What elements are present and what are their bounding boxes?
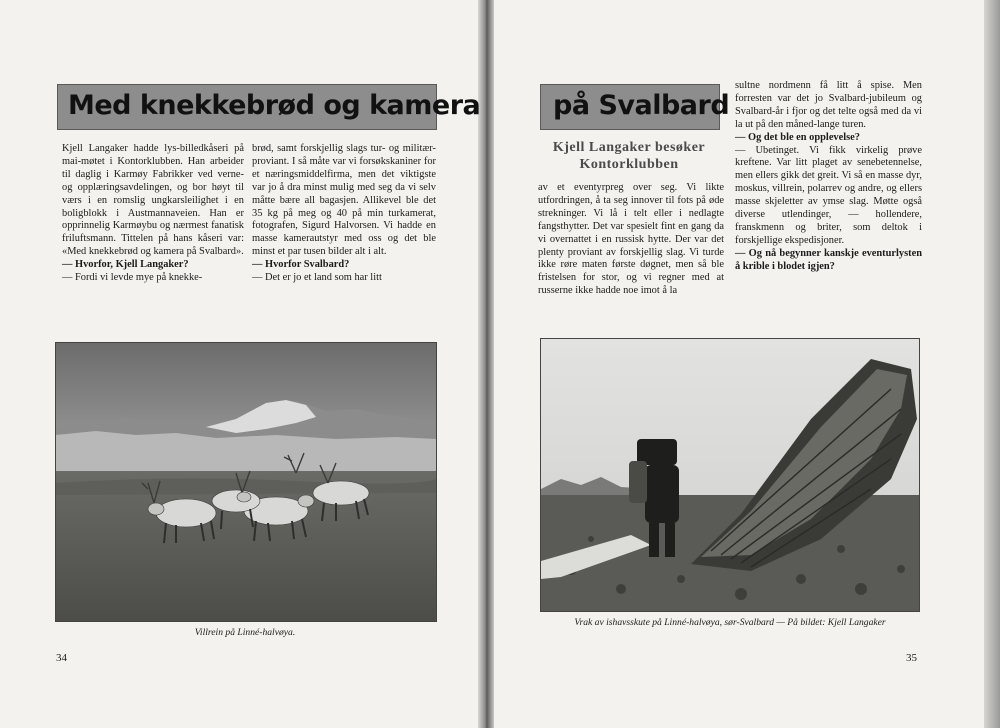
- right-page-number: 35: [906, 652, 917, 664]
- subtitle-line-2: Kontorklubben: [579, 157, 679, 172]
- page-edge: [984, 0, 1000, 728]
- subtitle-line-1: Kjell Langaker besøker: [552, 140, 706, 155]
- right-col2-text: sultne nordmenn få litt å spise. Men forresten var det jo Svalbard-jubileum og Svalbard-år i fjor og det telte også med da vi la ut på den måned-lange turen.: [735, 80, 922, 130]
- left-photo-caption: Villrein på Linné-halvøya.: [194, 627, 296, 638]
- shipwreck-photo-image: [541, 339, 919, 611]
- left-col2-text: brød, samt forskjellig slags tur- og militær-proviant. I så måte var vi forsøkskaniner for et næringsmiddelfirma, men det viktigste var jo å dra minst mulig med seg da vi selv måtte bære all bagasjen. Allikevel ble det 35 kg på meg og 40 på min turkamerat, fotografen, Sigurd Halvorsen. Vi hadde en masse kamerautstyr med oss og det ble minst et par tusen bilder alt i alt.: [252, 143, 436, 258]
- left-col2-question: — Hvorfor Svalbard?: [252, 259, 350, 271]
- right-photo-caption: Vrak av ishavsskute på Linné-halvøya, sør-Svalbard — På bildet: Kjell Langaker: [574, 617, 886, 628]
- left-col1-answer: — Fordi vi levde mye på knekke-: [62, 272, 203, 284]
- reindeer-photo: [55, 342, 437, 622]
- right-col2-answer-1: — Ubetinget. Vi fikk virkelig prøve kreftene. Var litt plaget av senebetennelse, men ellers gikk det greit. Vi så en masse dyr, moskus, villrein, polarrev og andre, og ellers masse skjeletter av ymse slag. Møtte også diverse utlendinger, — hollendere, franskmenn og briter, som deltok i forskjellige ekspedisjoner.: [735, 144, 922, 246]
- title-banner-right: [540, 84, 730, 130]
- right-col2-question-2: — Og nå begynner kanskje eventurlysten å krible i blodet igjen?: [735, 247, 922, 272]
- left-col1-question: — Hvorfor, Kjell Langaker?: [62, 259, 189, 271]
- left-column-1: [62, 143, 244, 285]
- title-banner-left: [57, 84, 481, 130]
- left-col2-answer: — Det er jo et land som har litt: [252, 272, 382, 284]
- shipwreck-photo: [540, 338, 920, 612]
- right-col1-text: av et eventyrpreg over seg. Vi likte utfordringen, å ta seg innover til fots på øde strekninger. Vi lå i telt eller i nedlagte fangsthytter. Det var spesielt fint en gang da vi overnattet i en russisk hytte. Der var det plenty proviant av forskjellig slag. Vi turde ikke røre maten første døgnet, men så ble fristelsen for stor, og vi regner med at russerne ikke hadde noe imot å la: [538, 182, 724, 297]
- title-text-right: på Svalbard: [553, 90, 730, 121]
- left-col1-text: Kjell Langaker hadde lys-billedkåseri på mai-møtet i Kontorklubben. Han arbeider til daglig i Karmøy Fabrikker ved verne- og opplæringsavdelingen, og bor høyt til værs i en romslig ungkarsleilighet i en boligblokk i Austmannaveien. Han er opprinnelig Karmøybu og nærmest fanatisk friluftsmann. Tittelen på hans kåseri var: «Med knekkebrød og kamera på Svalbard».: [62, 143, 244, 258]
- left-column-2: [252, 143, 436, 285]
- right-column-2: [735, 80, 922, 274]
- reindeer-photo-image: [56, 343, 436, 621]
- book-gutter: [478, 0, 494, 728]
- title-text-left: Med knekkebrød og kamera: [68, 90, 481, 121]
- left-page-number: 34: [56, 652, 67, 664]
- right-col2-question-1: — Og det ble en opplevelse?: [735, 131, 860, 143]
- right-column-1: [538, 182, 724, 298]
- subtitle: [533, 139, 725, 173]
